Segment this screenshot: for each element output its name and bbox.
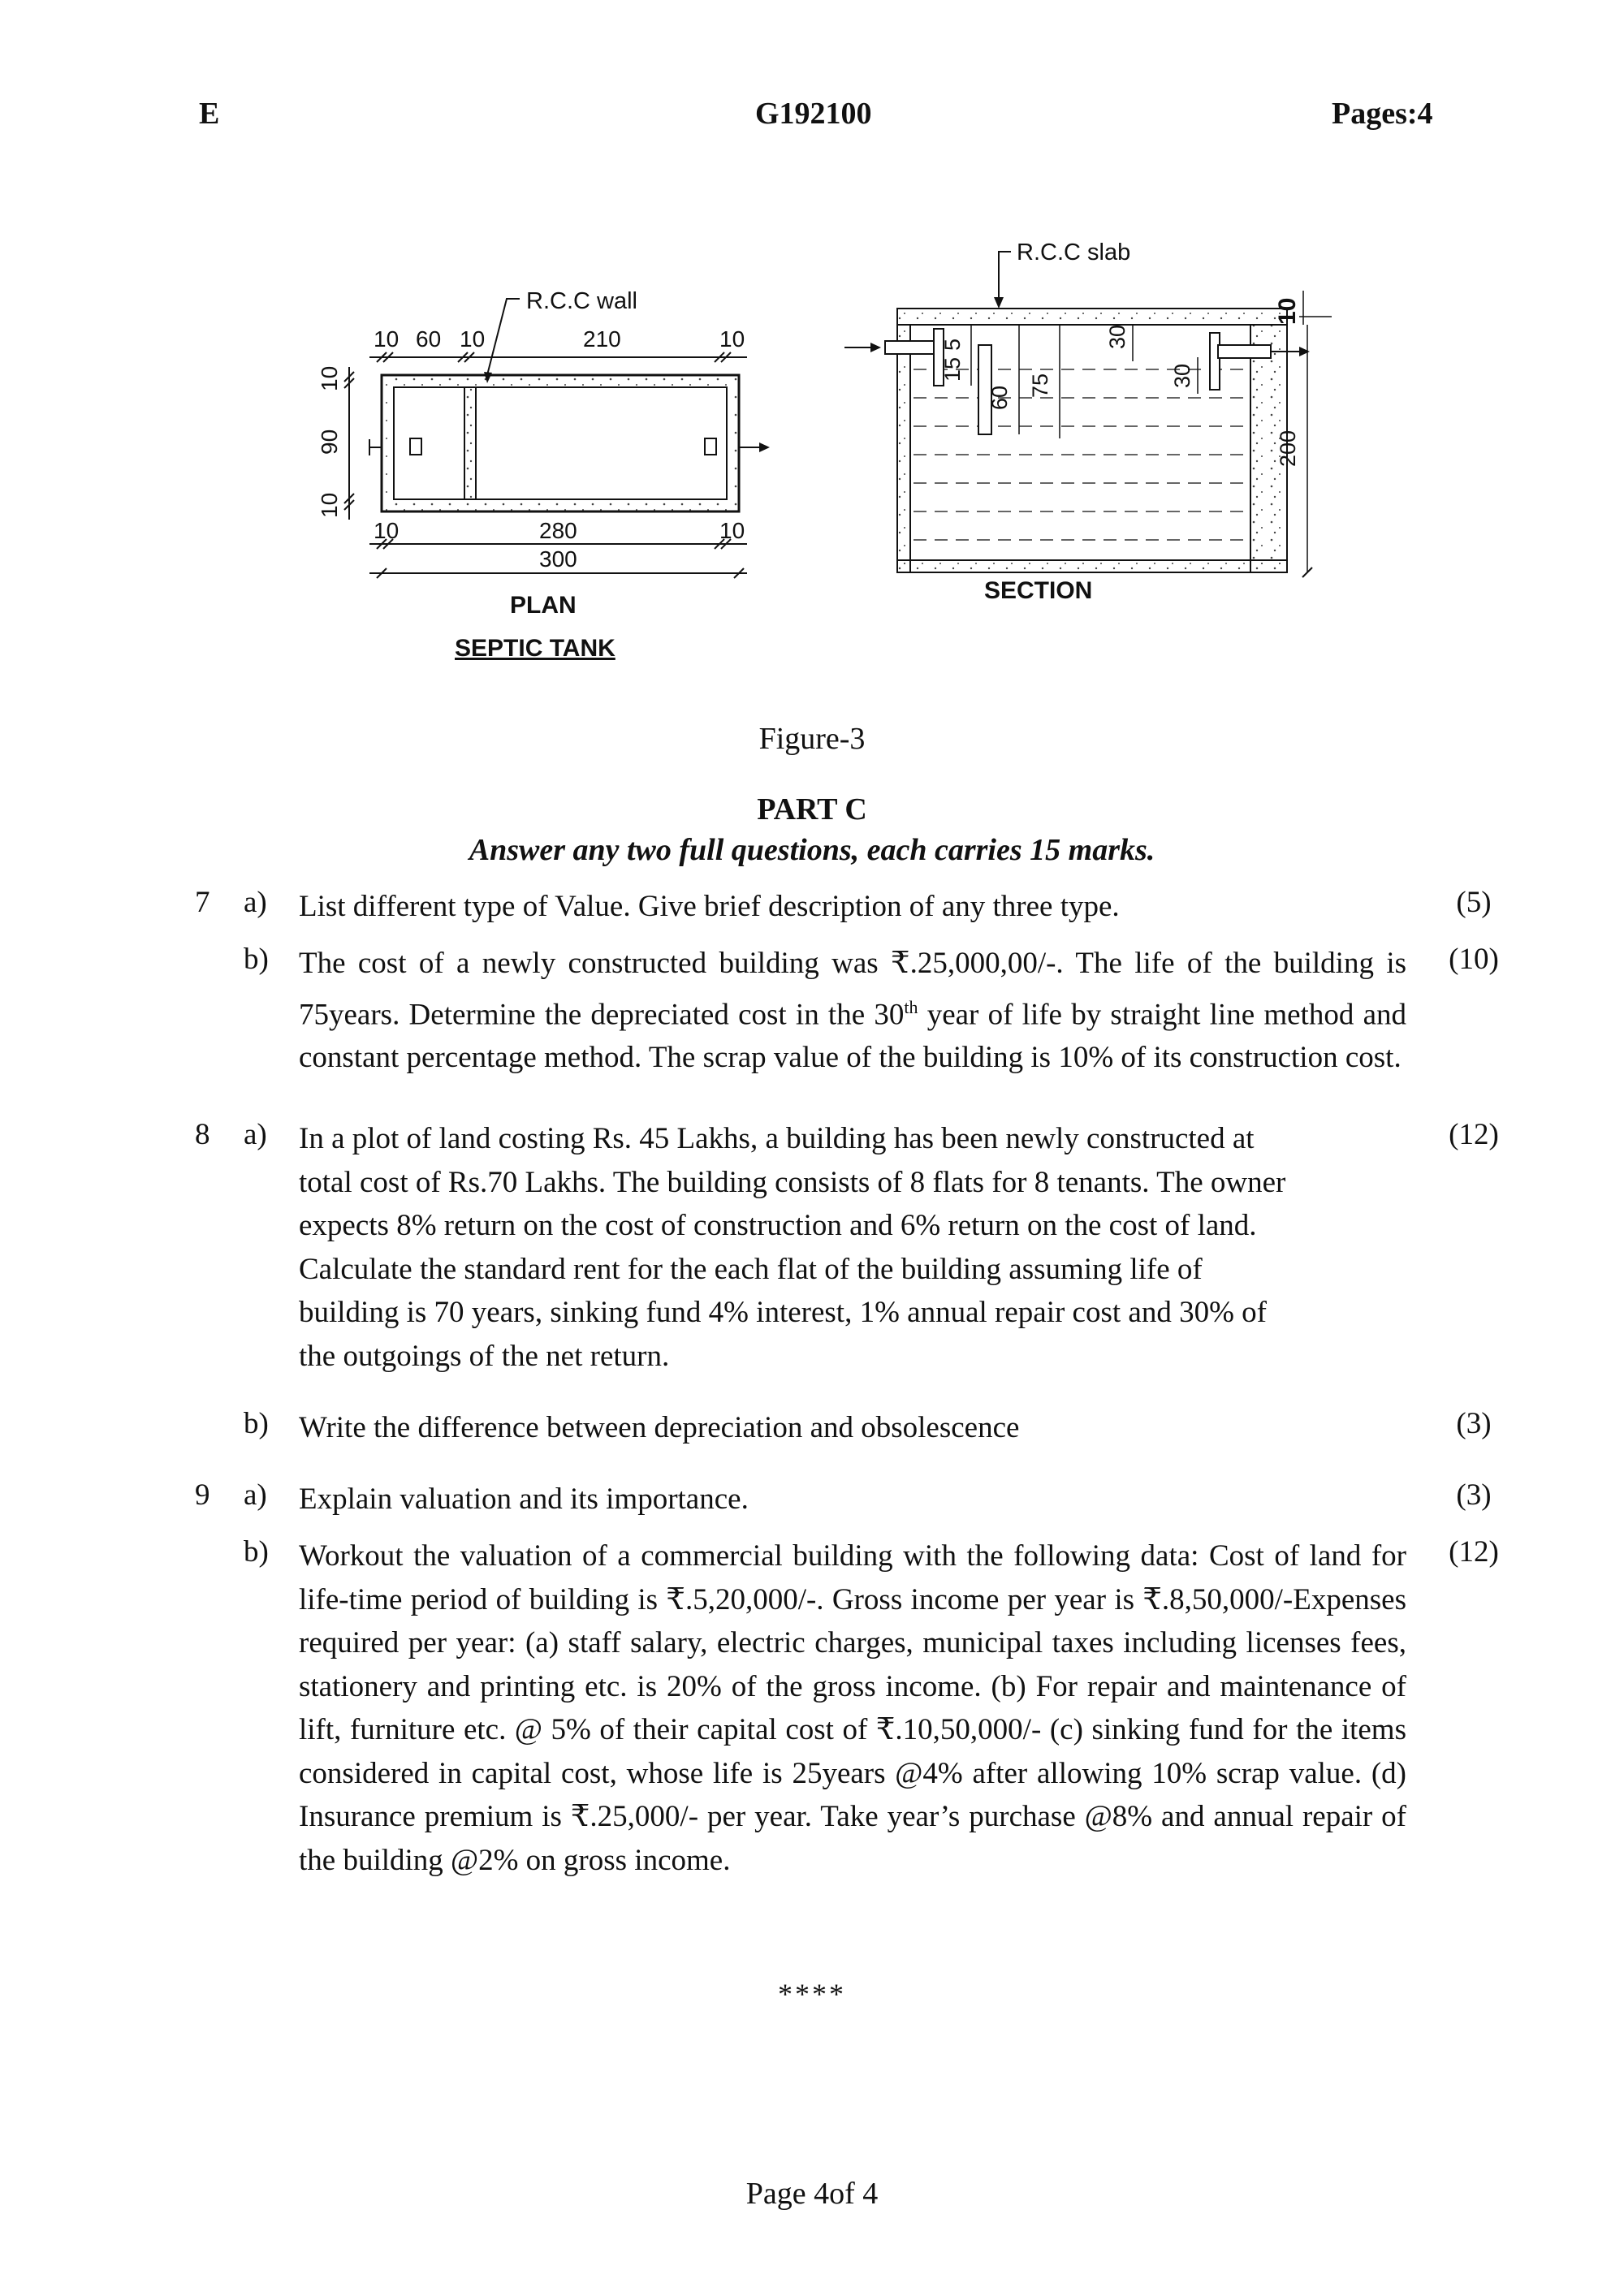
section-dim-30a: 30 bbox=[1105, 324, 1129, 349]
section-dim-10: 10 bbox=[1274, 297, 1301, 325]
section-dim-15: 15 bbox=[940, 356, 965, 382]
question-9a-marks: (3) bbox=[1456, 1478, 1492, 1512]
plan-dim-bottom-2: 280 bbox=[539, 518, 577, 543]
plan-dim-bottom-3: 10 bbox=[719, 518, 745, 543]
section-title: SECTION bbox=[984, 577, 1093, 604]
section-dim-75: 75 bbox=[1028, 373, 1052, 398]
question-8a-label: a) bbox=[244, 1118, 267, 1151]
question-7-number: 7 bbox=[195, 886, 210, 919]
question-8b-marks: (3) bbox=[1456, 1407, 1492, 1440]
question-9b-marks: (12) bbox=[1449, 1535, 1499, 1569]
question-9b-text: Workout the valuation of a commercial building with the following data: Cost of land for life-time period of building is ₹.5,20,000/-. Gross income per year is ₹.8,50,000/-Expenses required per year: (a) staff salary, electric charges, municipal taxes including licenses fees, stationery and printing etc. is 20% of the gross income. (b) For repair and maintenance of lift, furniture etc. @ 5% of their capital cost of ₹.10,50,000/- (c) sinking fund for the items considered in capital cost, whose life is 25years @4% after allowing 10% scrap value. (d) Insurance premium is ₹.25,000/- per year. Take year’s purchase @8% and annual repair of the building @2% on gross income. bbox=[299, 1539, 1406, 1877]
question-7b-marks: (10) bbox=[1449, 943, 1499, 976]
section-slab bbox=[897, 309, 1287, 325]
plan-dim-top-1: 10 bbox=[374, 326, 400, 352]
section-drawing bbox=[844, 240, 1332, 604]
question-9a-text: Explain valuation and its importance. bbox=[299, 1482, 749, 1516]
end-marker: **** bbox=[778, 1978, 846, 2010]
plan-dim-bottom-1: 10 bbox=[374, 518, 400, 543]
plan-dim-overall: 300 bbox=[539, 546, 577, 572]
question-9b-label: b) bbox=[244, 1535, 269, 1569]
question-9-number: 9 bbox=[195, 1478, 210, 1512]
question-8a-marks: (12) bbox=[1449, 1118, 1499, 1151]
question-7b-label: b) bbox=[244, 943, 269, 976]
plan-dim-left-2: 90 bbox=[317, 429, 342, 455]
ordinal-superscript: th bbox=[904, 996, 918, 1017]
question-7a-label: a) bbox=[244, 886, 267, 919]
paper-code: G192100 bbox=[755, 97, 872, 131]
question-8a-text: In a plot of land costing Rs. 45 Lakhs, a building has been newly constructed at total cost of Rs.70 Lakhs. The building consists of 8 flats for 8 tenants. The owner expects 8% return on the cost of construction and 6% return on the cost of land. Calculate the standard rent for the each flat of the building assuming life of building is 70 years, sinking fund 4% interest, 1% annual repair cost and 30% of the outgoings of the net return. bbox=[299, 1122, 1286, 1373]
plan-dim-top-2: 60 bbox=[416, 326, 442, 352]
plan-title: PLAN bbox=[510, 592, 577, 619]
page-count: Pages:4 bbox=[1332, 97, 1433, 131]
section-dim-30b: 30 bbox=[1170, 363, 1194, 388]
question-9a-label: a) bbox=[244, 1478, 267, 1512]
plan-dim-left-3: 10 bbox=[317, 492, 342, 518]
section-dim-60: 60 bbox=[987, 385, 1012, 410]
section-dim-5: 5 bbox=[940, 338, 965, 351]
plan-dim-left-1: 10 bbox=[317, 365, 342, 391]
plan-dim-top-5: 10 bbox=[719, 326, 745, 352]
part-title: PART C bbox=[757, 792, 867, 826]
plan-partition-wall bbox=[464, 387, 476, 499]
question-8b-text: Write the difference between depreciation and obsolescence bbox=[299, 1411, 1020, 1444]
section-callout-label: R.C.C slab bbox=[1017, 240, 1131, 265]
question-7a-marks: (5) bbox=[1456, 886, 1492, 919]
question-7a-text: List different type of Value. Give brief description of any three type. bbox=[299, 890, 1120, 923]
part-instruction: Answer any two full questions, each carries 15 marks. bbox=[469, 833, 1155, 867]
plan-callout-label: R.C.C wall bbox=[526, 288, 637, 314]
question-8b-label: b) bbox=[244, 1407, 269, 1440]
septic-tank-title: SEPTIC TANK bbox=[455, 635, 615, 662]
plan-dim-top-3: 10 bbox=[460, 326, 486, 352]
figure-caption: Figure-3 bbox=[758, 722, 866, 756]
paper-series: E bbox=[199, 97, 220, 131]
question-7b-text: The cost of a newly constructed building was ₹.25,000,00/-. The life of the building is 75years. Determine the depreciated cost in the 30th year of life by straight line method and constant percentage method. The scrap value of the building is 10% of its construction cost. bbox=[299, 947, 1406, 1075]
plan-drawing bbox=[317, 288, 770, 662]
septic-tank-figure bbox=[0, 0, 1624, 690]
plan-inner-chamber bbox=[394, 387, 727, 499]
page-number: Page 4of 4 bbox=[745, 2177, 879, 2211]
section-dim-200: 200 bbox=[1276, 429, 1300, 467]
plan-dim-top-4: 210 bbox=[583, 326, 621, 352]
question-8-number: 8 bbox=[195, 1118, 210, 1151]
